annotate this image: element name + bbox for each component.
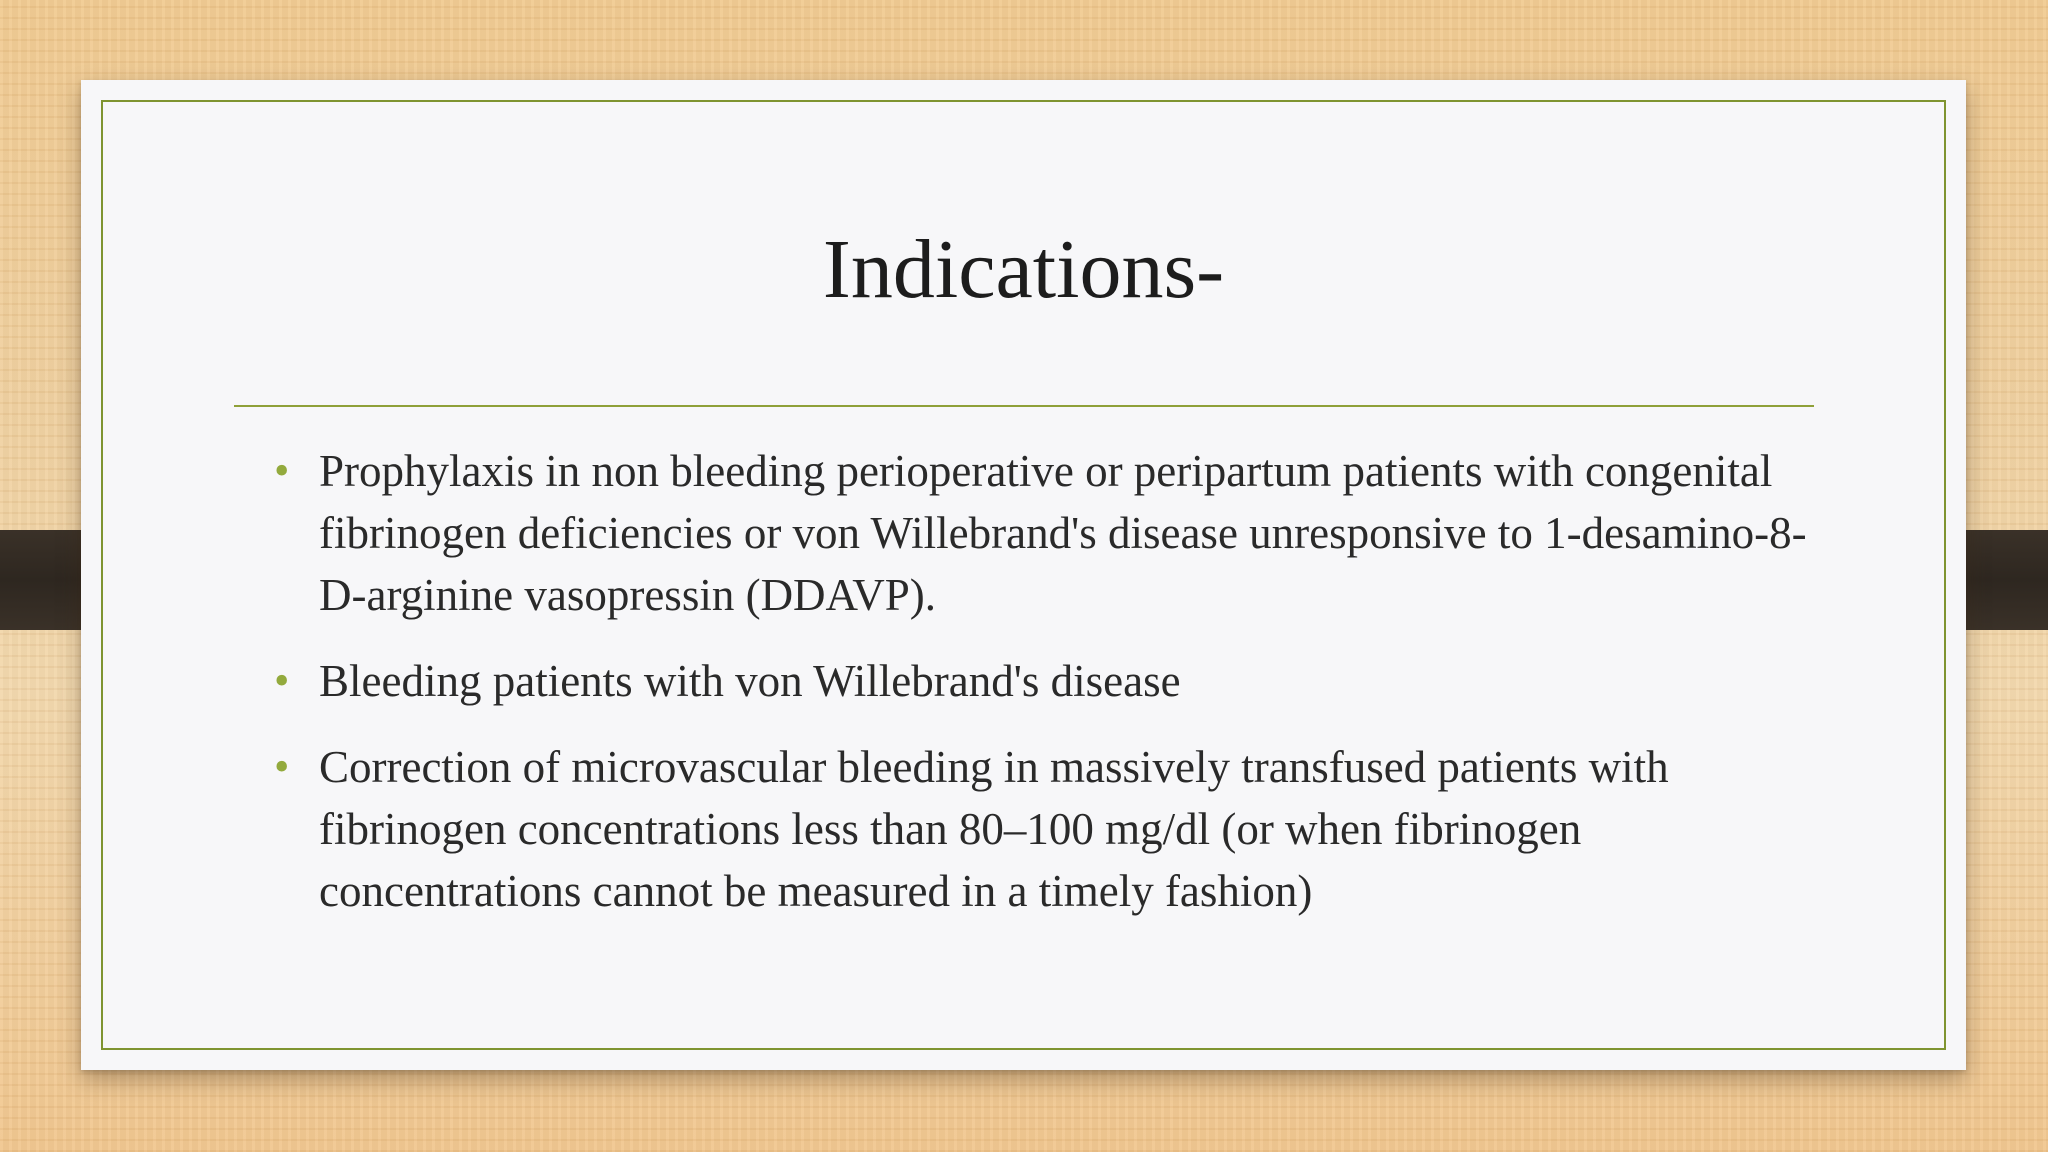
- bullet-dot-icon: •: [274, 656, 290, 705]
- bullet-text: Bleeding patients with von Willebrand's disease: [319, 656, 1181, 706]
- bullet-text: Prophylaxis in non bleeding perioperative or peripartum patients with congenital fibrinogen deficiencies or von Willebrand's disease unresponsive to 1-desamino-8-D-arginine vasopressin (DDAVP).: [319, 446, 1807, 620]
- bullet-item: [239, 440, 1819, 626]
- bullet-dot-icon: •: [274, 446, 290, 495]
- bullet-dot-icon: •: [274, 742, 290, 791]
- bullet-item: [239, 736, 1819, 922]
- bullet-text: Correction of microvascular bleeding in massively transfused patients with fibrinogen concentrations less than 80–100 mg/dl (or when fibrinogen concentrations cannot be measured in a timely fashion): [319, 742, 1669, 916]
- slide-title: Indications-: [822, 223, 1225, 316]
- bullet-list: [239, 440, 1819, 946]
- bullet-item: [239, 650, 1819, 712]
- slide: [81, 80, 1966, 1070]
- title-divider: [234, 405, 1814, 407]
